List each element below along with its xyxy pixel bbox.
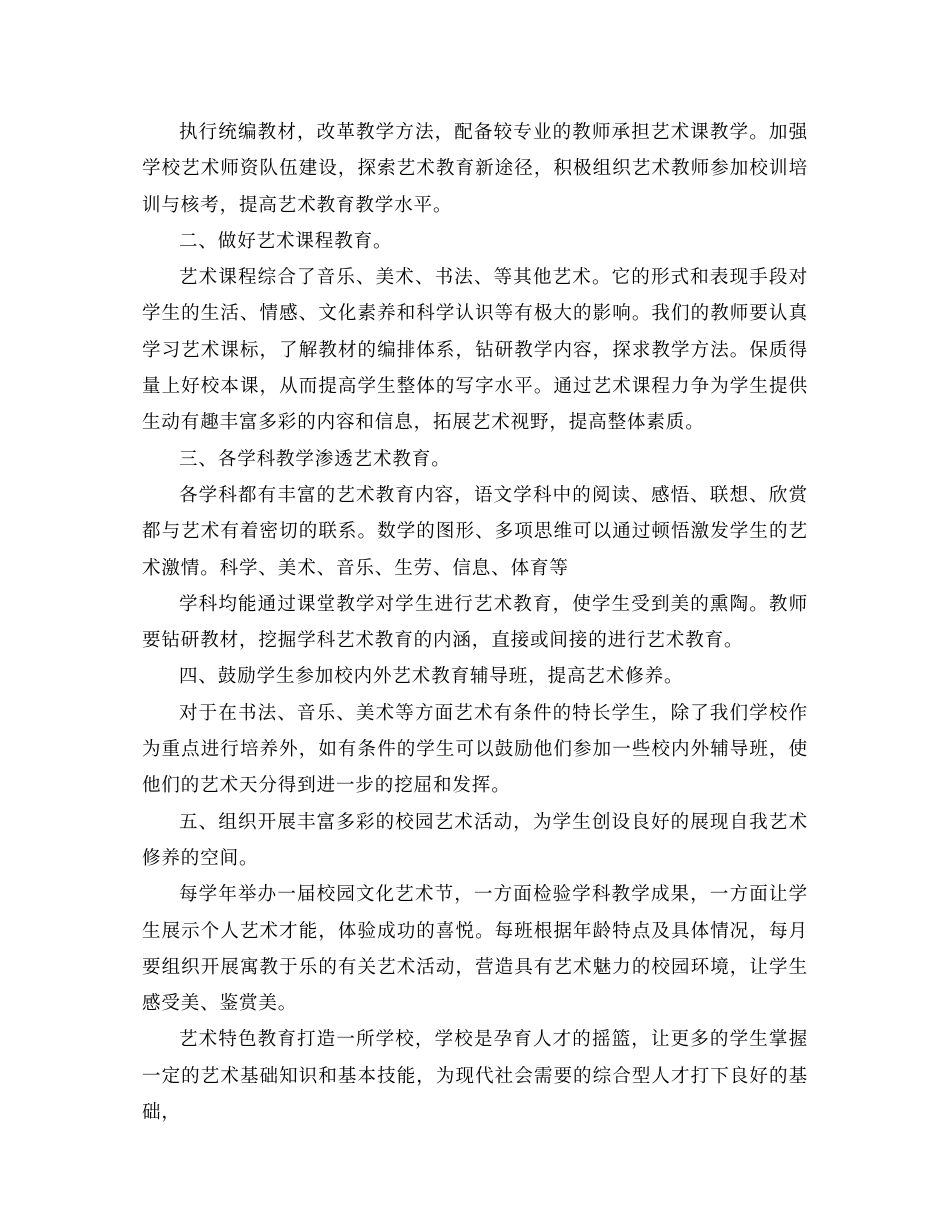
paragraph-art-festival: 每学年举办一届校园文化艺术节，一方面检验学科教学成果，一方面让学生展示个人艺术才能，体验成功的喜悦。每班根据年龄特点及具体情况，每月要组织开展寓教于乐的有关艺术活动，营造具有艺术魅力的校园环境，让学生感受美、鉴赏美。 [142, 884, 808, 1015]
paragraph-intro-continuation: 执行统编教材，改革教学方法，配备较专业的教师承担艺术课教学。加强学校艺术师资队伍建设，探索艺术教育新途径，积极组织艺术教师参加校训培训与核考，提高艺术教育教学水平。 [142, 122, 808, 216]
paragraph-tutoring-classes: 对于在书法、音乐、美术等方面艺术有条件的特长学生，除了我们学校作为重点进行培养外，如有条件的学生可以鼓励他们参加一些校内外辅导班，使他们的艺术天分得到进一步的挖屈和发挥。 [142, 702, 808, 797]
paragraph-subject-integration: 各学科都有丰富的艺术教育内容，语文学科中的阅读、感悟、联想、欣赏都与艺术有着密切的联系。数学的图形、多项思维可以通过顿悟激发学生的艺术激情。科学、美术、音乐、生劳、信息、体育等 [142, 484, 808, 579]
section-heading-5: 五、组织开展丰富多彩的校园艺术活动，为学生创设良好的展现自我艺术修养的空间。 [142, 811, 808, 869]
section-heading-3: 三、各学科教学渗透艺术教育。 [179, 448, 451, 470]
section-heading-4: 四、鼓励学生参加校内外艺术教育辅导班，提高艺术修养。 [179, 666, 684, 688]
paragraph-art-curriculum: 艺术课程综合了音乐、美术、书法、等其他艺术。它的形式和表现手段对学生的生活、情感、文化素养和科学认识等有极大的影响。我们的教师要认真学习艺术课标，了解教材的编排体系，钻研教学内容，探求教学方法。保质得量上好校本课，从而提高学生整体的写字水平。通过艺术课程力争为学生提供生动有趣丰富多彩的内容和信息，拓展艺术视野，提高整体素质。 [142, 267, 808, 434]
document-body [142, 115, 808, 1131]
paragraph-conclusion: 艺术特色教育打造一所学校，学校是孕育人才的摇篮，让更多的学生掌握一定的艺术基础知识和基本技能，为现代社会需要的综合型人才打下良好的基础， [142, 1029, 808, 1124]
paragraph-subject-integration-cont: 学科均能通过课堂教学对学生进行艺术教育，使学生受到美的熏陶。教师要钻研教材，挖掘学科艺术教育的内涵，直接或间接的进行艺术教育。 [142, 593, 808, 652]
section-heading-2: 二、做好艺术课程教育。 [179, 230, 393, 252]
